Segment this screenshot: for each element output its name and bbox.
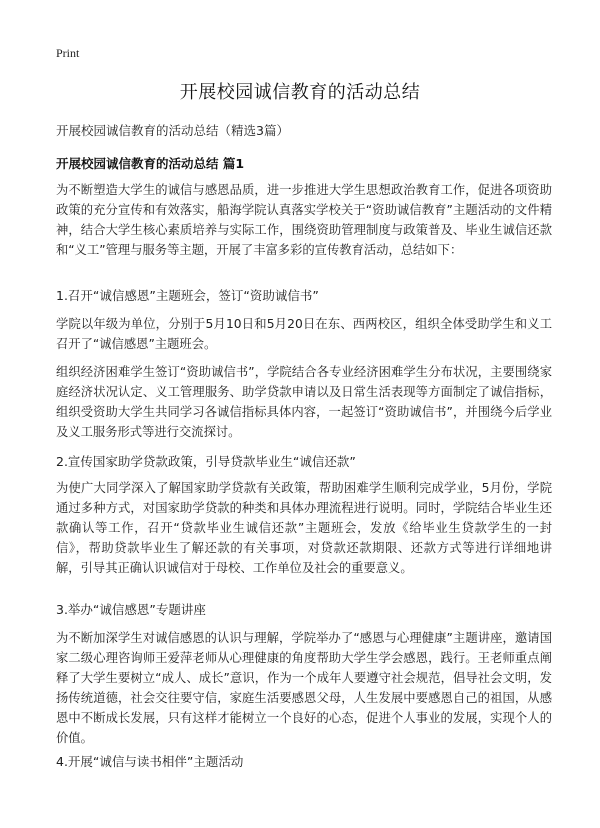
article-heading: 开展校园诚信教育的活动总结 篇1: [56, 156, 245, 171]
section-1-heading: 1.召开“诚信感恩”主题班会，签订“资助诚信书”: [56, 288, 319, 303]
section-1-paragraph-2: 组织经济困难学生签订“资助诚信书”，学院结合各专业经济困难学生分布状况，主要围绕家庭经济状况认定、义工管理服务、助学贷款申请以及日常生活表现等方面制定了诚信指标，组织受资助大学生共同学习各诚信指标具体内容，一起签订“资助诚信书”，并围绕今后学业及义工服务形式等进行交流探讨。: [56, 365, 552, 439]
section-2-paragraph-1: 为使广大同学深入了解国家助学贷款有关政策，帮助困难学生顺利完成学业，5月份，学院通过多种方式，对国家助学贷款的种类和具体办理流程进行说明。同时，学院结合毕业生还款确认等工作，召开“贷款毕业生诚信还款”主题班会，发放《给毕业生贷款学生的一封信》，帮助贷款毕业生了解还款的有关事项，对贷款还款期限、还款方式等进行详细地讲解，引导其正确认识诚信对于母校、工作单位及社会的重要意义。: [56, 481, 552, 575]
section-3-paragraph-1: 为不断加深学生对诚信感恩的认识与理解，学院举办了“感恩与心理健康”主题讲座，邀请国家二级心理咨询师王爱萍老师从心理健康的角度帮助大学生学会感恩，践行。王老师重点阐释了大学生要树立“成人、成长”意识，作为一个成年人要遵守社会规范，倡导社会文明，发扬传统道德，社会交往要守信，家庭生活要感恩父母，人生发展中要感恩自己的祖国，从感恩中不断成长发展，只有这样才能树立一个良好的心态，促进个人事业的发展，实现个人的价值。: [56, 631, 552, 745]
document-title: 开展校园诚信教育的活动总结: [179, 82, 421, 103]
section-4-heading: 4.开展“诚信与读书相伴”主题活动: [56, 754, 244, 769]
section-3-heading: 3.举办“诚信感恩”专题讲座: [56, 602, 206, 617]
print-label: Print: [56, 46, 80, 60]
intro-paragraph: 为不断塑造大学生的诚信与感恩品质，进一步推进大学生思想政治教育工作，促进各项资助政策的充分宣传和有效落实，船海学院认真落实学校关于“资助诚信教育”主题活动的文件精神，结合大学生核心素质培养与实际工作，围绕资助管理制度与政策普及、毕业生诚信还款和“义工”管理与服务等主题，开展了丰富多彩的宣传教育活动，总结如下：: [56, 183, 552, 257]
section-2-heading: 2.宣传国家助学贷款政策，引导贷款毕业生“诚信还款”: [56, 454, 356, 469]
document-subtitle: 开展校园诚信教育的活动总结（精选3篇）: [56, 123, 289, 138]
section-1-paragraph-1: 学院以年级为单位，分别于5月10日和5月20日在东、西两校区，组织全体受助学生和义工召开了“诚信感恩”主题班会。: [56, 317, 552, 351]
